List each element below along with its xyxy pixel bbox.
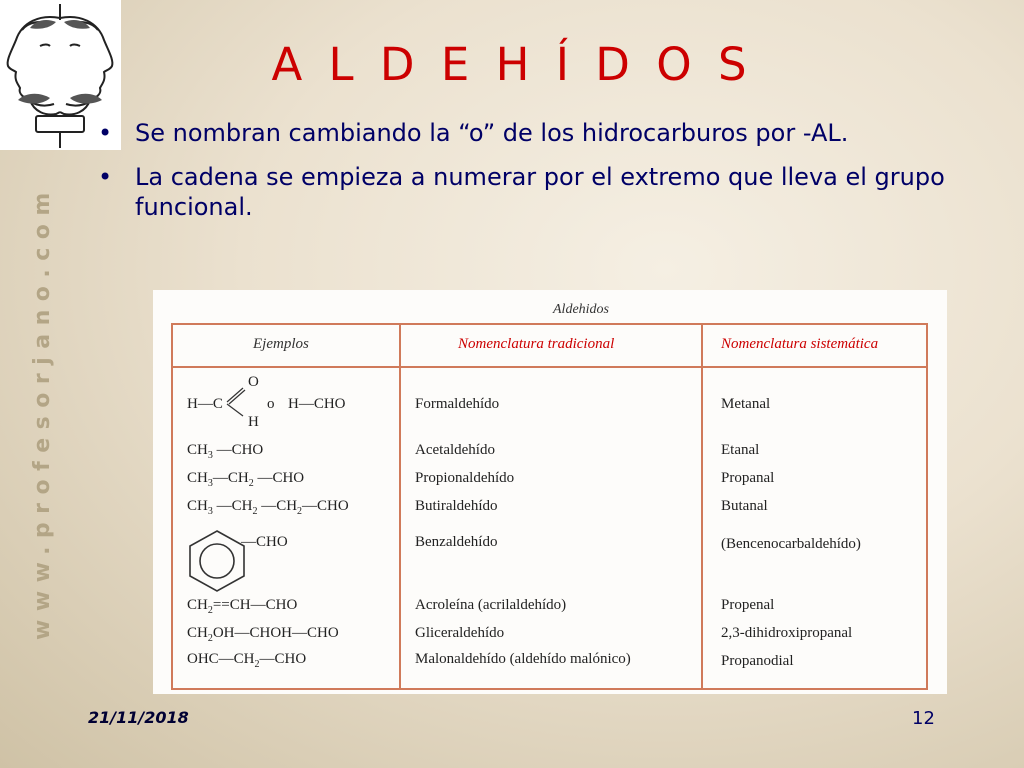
formula-propionaldehyde: $CH_3—CH_2$ —CHO xyxy=(187,470,305,489)
sys-name: 2,3-dihidroxipropanal xyxy=(721,625,853,641)
trad-name: Gliceraldehído xyxy=(415,625,505,641)
column-divider xyxy=(701,323,703,688)
trad-name: Formaldehído xyxy=(415,396,500,412)
column-divider xyxy=(399,323,401,688)
trad-name: Acroleína (acrilaldehído) xyxy=(415,597,567,613)
sys-name: Propanodial xyxy=(721,653,794,669)
slide-title: A L D E H Í D O S xyxy=(271,38,753,91)
sys-name: (Bencenocarbaldehído) xyxy=(721,536,861,552)
formula-malonaldehyde: $OHC—CH_2—CHO$ xyxy=(187,651,307,670)
bullet-dot-icon: • xyxy=(98,119,113,147)
watermark: www.profesorjano.com xyxy=(30,184,55,640)
header-traditional: Nomenclatura tradicional xyxy=(458,336,615,352)
sys-name: Metanal xyxy=(721,396,771,412)
aldehydes-table: Aldehidos Ejemplos Nomenclatura tradicional Nomenclatura sistemática H—C O H o H—CHO $CH_3$ —CHO $CH_3—CH_2$ —CHO $CH_3$ $—CH_2$ $—CH_2—CHO$ —CHO $CH_2==CH—CHO$ $CH_2OH—CHOH—CHO$ $OHC—CH_2—CHO$ Formaldehído Acetaldehído Propionaldehído Butiraldehído Benzaldehído Acroleína (acrilaldehído) Gliceraldehído Malonaldehído (aldehído malónico) Metanal Etanal Propanal Butanal (Bencenocarbaldehído) Propenal 2,3-dihidroxipropanal Propanodial xyxy=(153,290,947,694)
bullet-text: Se nombran cambiando la “o” de los hidrocarburos por -AL. xyxy=(135,119,849,147)
trad-name: Malonaldehído (aldehído malónico) xyxy=(415,651,631,667)
formula-butyraldehyde: $CH_3$ $—CH_2$ $—CH_2—CHO$ xyxy=(187,498,349,517)
sys-name: Butanal xyxy=(721,498,768,514)
header-systematic: Nomenclatura sistemática xyxy=(721,336,879,352)
formula-benzaldehyde: —CHO xyxy=(241,534,288,550)
trad-name: Propionaldehído xyxy=(415,470,515,486)
benzene-ring-icon xyxy=(187,528,247,594)
trad-name: Benzaldehído xyxy=(415,534,498,550)
trad-name: Butiraldehído xyxy=(415,498,498,514)
carbonyl-bond-icon xyxy=(225,382,247,420)
header-rule xyxy=(171,366,926,368)
sys-name: Propanal xyxy=(721,470,775,486)
bullet-dot-icon: • xyxy=(98,163,113,191)
table-caption: Aldehidos xyxy=(553,302,609,317)
sys-name: Propenal xyxy=(721,597,775,613)
formula-acetaldehyde: $CH_3$ —CHO xyxy=(187,442,264,461)
page-number: 12 xyxy=(912,708,935,729)
formula-glyceraldehyde: $CH_2OH—CHOH—CHO$ xyxy=(187,625,339,644)
bullet-item xyxy=(98,118,958,148)
bullet-text: La cadena se empieza a numerar por el extremo que lleva el grupo funcional. xyxy=(135,163,945,221)
header-examples: Ejemplos xyxy=(253,336,309,352)
bullet-list xyxy=(98,118,958,236)
sys-name: Etanal xyxy=(721,442,760,458)
bullet-item xyxy=(98,162,958,222)
slide-date: 21/11/2018 xyxy=(88,708,189,727)
trad-name: Acetaldehído xyxy=(415,442,495,458)
formula-acrolein: $CH_2==CH—CHO$ xyxy=(187,597,298,616)
